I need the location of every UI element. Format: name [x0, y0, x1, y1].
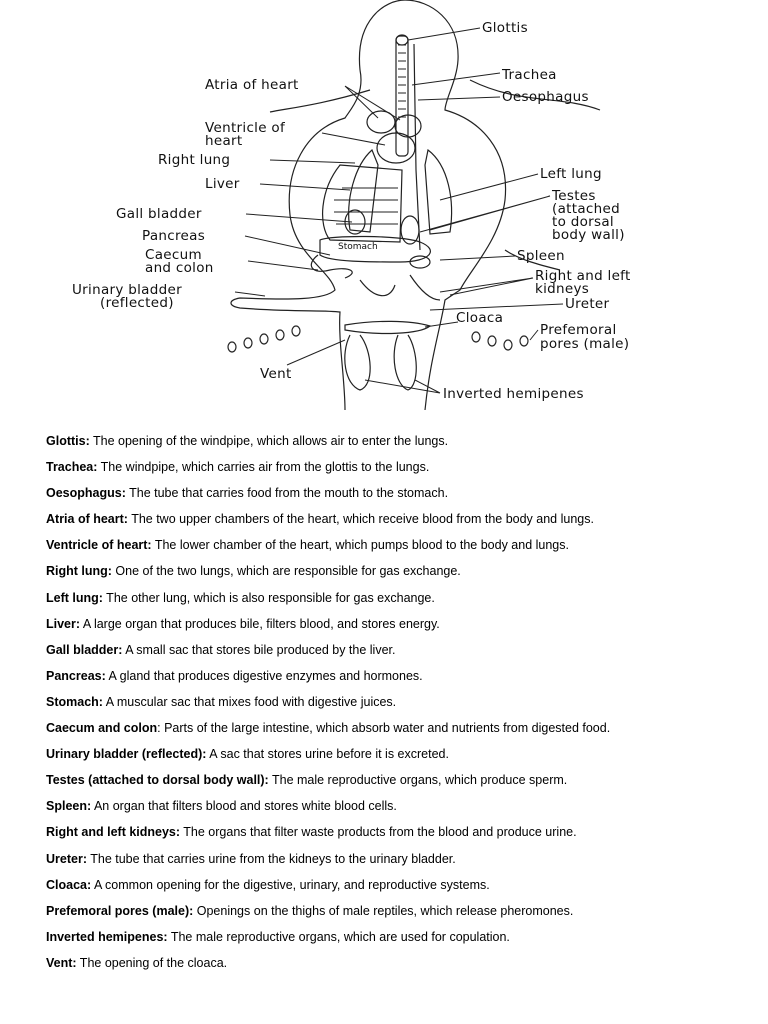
label-kidneys-line1: Right and left: [535, 268, 631, 284]
definition-term: Prefemoral pores (male):: [46, 903, 194, 918]
definition-item: [46, 793, 746, 819]
definition-text: The tube that carries food from the mouth to the stomach.: [125, 486, 449, 501]
definition-term: Atria of heart:: [46, 512, 128, 527]
label-atria: Atria of heart: [205, 77, 299, 93]
definition-item: [46, 558, 746, 584]
label-testes-line3: to dorsal: [552, 214, 614, 230]
definition-term: Right and left kidneys:: [46, 825, 181, 840]
definition-text: A large organ that produces bile, filters blood, and stores energy.: [80, 616, 440, 631]
label-prefemoral-line2: pores (male): [540, 336, 630, 352]
definition-item: [46, 480, 746, 506]
label-trachea: Trachea: [502, 67, 557, 83]
label-urinary-line1: Urinary bladder: [72, 282, 182, 298]
definition-item: [46, 428, 746, 454]
definition-text: The windpipe, which carries air from the glottis to the lungs.: [97, 460, 430, 475]
definition-item: [46, 819, 746, 845]
definition-text: The opening of the cloaca.: [76, 955, 228, 970]
trachea-drawing: [396, 35, 420, 250]
definition-item: [46, 872, 746, 898]
definition-text: One of the two lungs, which are responsible for gas exchange.: [111, 564, 461, 579]
label-hemipenes: Inverted hemipenes: [443, 386, 584, 402]
definition-term: Cloaca:: [46, 877, 92, 892]
definition-term: Vent:: [46, 955, 77, 970]
definition-text: A muscular sac that mixes food with digestive juices.: [102, 694, 397, 709]
definition-term: Glottis:: [46, 434, 90, 448]
label-testes-line1: Testes: [552, 188, 596, 204]
definition-item: [46, 767, 746, 793]
definition-text: The other lung, which is also responsible for gas exchange.: [102, 590, 435, 605]
definition-item: [46, 506, 746, 532]
hemipenes-drawing: [345, 335, 416, 390]
label-prefemoral-line1: Prefemoral: [540, 322, 617, 338]
heart-drawing: [367, 111, 421, 163]
definition-term: Pancreas:: [46, 668, 106, 683]
label-testes-line2: (attached: [552, 201, 620, 217]
label-kidneys-line2: kidneys: [535, 281, 590, 297]
definition-term: Inverted hemipenes:: [46, 929, 168, 944]
definition-term: Urinary bladder (reflected):: [46, 747, 207, 762]
definition-item: [46, 637, 746, 663]
definition-text: A small sac that stores bile produced by the liver.: [122, 642, 396, 657]
definition-text: Openings on the thighs of male reptiles, which release pheromones.: [193, 903, 574, 918]
definition-text: : Parts of the large intestine, which absorb water and nutrients from digested food.: [157, 721, 611, 736]
lungs-liver-drawing: [323, 150, 452, 244]
definition-text: A common opening for the digestive, urinary, and reproductive systems.: [91, 877, 490, 892]
definition-term: Oesophagus:: [46, 486, 126, 501]
definition-term: Caecum and colon: [46, 721, 158, 736]
definition-term: Testes (attached to dorsal body wall):: [46, 773, 269, 788]
definition-text: The male reproductive organs, which produce sperm.: [268, 773, 568, 788]
label-spleen: Spleen: [517, 248, 565, 264]
definition-item: [46, 846, 746, 872]
definition-item: [46, 689, 746, 715]
label-urinary-line2: (reflected): [100, 295, 174, 311]
definition-item: [46, 924, 746, 950]
definition-term: Gall bladder:: [46, 642, 123, 657]
definition-term: Stomach:: [46, 694, 103, 709]
prefemoral-pores-drawing: [228, 326, 528, 352]
definition-item: [46, 611, 746, 637]
definition-text: The organs that filter waste products from the blood and produce urine.: [180, 825, 577, 840]
definition-item: [46, 532, 746, 558]
definition-text: The tube that carries urine from the kidneys to the urinary bladder.: [87, 851, 456, 866]
definition-item: [46, 585, 746, 611]
label-cloaca: Cloaca: [456, 310, 504, 326]
definition-text: The lower chamber of the heart, which pumps blood to the body and lungs.: [151, 538, 569, 553]
definition-text: A gland that produces digestive enzymes and hormones.: [105, 668, 423, 683]
definition-text: The two upper chambers of the heart, which receive blood from the body and lungs.: [127, 512, 594, 527]
label-vent: Vent: [260, 366, 292, 382]
definition-term: Right lung:: [46, 564, 112, 579]
label-liver: Liver: [205, 176, 240, 192]
definition-term: Spleen:: [46, 799, 92, 814]
label-pancreas: Pancreas: [142, 228, 206, 244]
definition-item: [46, 715, 746, 741]
label-right-lung: Right lung: [158, 152, 231, 168]
definition-term: Trachea:: [46, 460, 98, 475]
label-ventricle-line1: Ventricle of: [205, 120, 286, 136]
label-ureter: Ureter: [565, 296, 610, 312]
label-left-lung: Left lung: [540, 166, 602, 182]
definition-text: The male reproductive organs, which are used for copulation.: [167, 929, 510, 944]
definition-text: The opening of the windpipe, which allows air to enter the lungs.: [89, 434, 449, 448]
label-gall-bladder: Gall bladder: [116, 206, 202, 222]
label-oesophagus: Oesophagus: [502, 89, 589, 105]
label-stomach: Stomach: [338, 242, 378, 252]
label-ventricle-line2: heart: [205, 133, 243, 149]
anatomy-diagram: [0, 0, 768, 420]
definition-term: Ureter:: [46, 851, 87, 866]
definition-text: An organ that filters blood and stores white blood cells.: [91, 799, 397, 814]
definition-item: [46, 741, 746, 767]
definition-item: [46, 898, 746, 924]
label-glottis: Glottis: [482, 20, 528, 36]
definition-text: A sac that stores urine before it is excreted.: [206, 747, 449, 762]
label-caecum-line1: Caecum: [145, 247, 202, 263]
definition-item: [46, 663, 746, 689]
definition-term: Ventricle of heart:: [46, 538, 152, 553]
lizard-anatomy-figure: [0, 0, 768, 420]
definition-item: [46, 950, 746, 976]
definition-term: Left lung:: [46, 590, 103, 605]
label-caecum-line2: and colon: [145, 260, 214, 276]
label-testes-line4: body wall): [552, 227, 625, 243]
definition-term: Liver:: [46, 616, 81, 631]
definitions-list: [46, 428, 746, 976]
definition-item: [46, 454, 746, 480]
